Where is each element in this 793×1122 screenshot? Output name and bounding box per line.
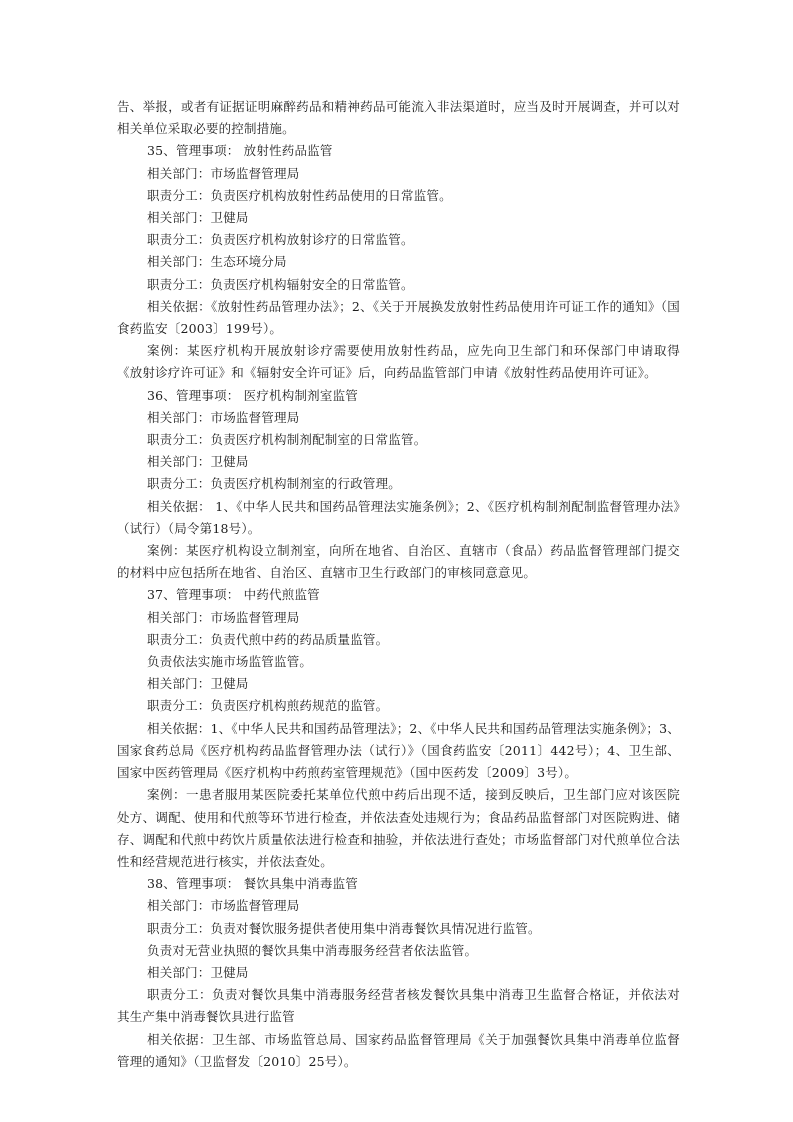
- item-35-duty-3: 职责分工：负责医疗机构辐射安全的日常监管。: [147, 276, 414, 292]
- item-36-basis: 相关依据： 1、《中华人民共和国药品管理法实施条例》；2、《医疗机构制剂配制监督管理办法》（试行）（局令第18号）。: [117, 498, 680, 536]
- item-36-dept-2: 相关部门：卫健局: [147, 454, 249, 470]
- item-35-case: 案例：某医疗机构开展放射诊疗需要使用放射性药品，应先向卫生部门和环保部门申请取得《放射诊疗许可证》和《辐射安全许可证》后，向药品监管部门申请《放射性药品使用许可证》。: [117, 343, 680, 381]
- item-35-heading: 35、管理事项： 放射性药品监管: [147, 143, 333, 159]
- paragraph-intro-continued: 告、举报，或者有证据证明麻醉药品和精神药品可能流入非法渠道时，应当及时开展调查，并可以对相关单位采取必要的控制措施。: [117, 99, 680, 137]
- item-38-duty-1: 职责分工：负责对餐饮服务提供者使用集中消毒餐饮具情况进行监管。: [147, 920, 541, 936]
- item-36-duty-2: 职责分工：负责医疗机构制剂室的行政管理。: [147, 476, 402, 492]
- item-38-duty-1b: 负责对无营业执照的餐饮具集中消毒服务经营者依法监管。: [147, 942, 478, 958]
- item-37-basis: 相关依据：1、《中华人民共和国药品管理法》；2、《中华人民共和国药品管理法实施条例》；3、国家食药总局《医疗机构药品监督管理办法（试行）》（国食药监安〔2011〕442号）；4、卫生部、国家中医药管理局《医疗机构中药煎药室管理规范》（国中医药发〔2009〕3号）。: [117, 720, 680, 781]
- item-38-dept-2: 相关部门：卫健局: [147, 964, 249, 980]
- item-38-basis: 相关依据：卫生部、市场监管总局、国家药品监督管理局《关于加强餐饮具集中消毒单位监督管理的通知》（卫监督发〔2010〕25号）。: [117, 1031, 680, 1069]
- item-37-case: 案例：一患者服用某医院委托某单位代煎中药后出现不适，接到反映后，卫生部门应对该医院处方、调配、使用和代煎等环节进行检查，并依法查处违规行为；食品药品监督部门对医院购进、储存、调配和代煎中药饮片质量依法进行检查和抽验，并依法进行查处；市场监督部门对代煎单位合法性和经营规范进行核实，并依法查处。: [117, 787, 680, 869]
- item-38-dept-1: 相关部门：市场监督管理局: [147, 898, 300, 914]
- item-35-duty-1: 职责分工：负责医疗机构放射性药品使用的日常监管。: [147, 187, 452, 203]
- item-35-dept-1: 相关部门：市场监督管理局: [147, 165, 300, 181]
- item-36-case: 案例：某医疗机构设立制剂室，向所在地省、自治区、直辖市（食品）药品监督管理部门提交的材料中应包括所在地省、自治区、直辖市卫生行政部门的审核同意意见。: [117, 543, 680, 581]
- item-35-basis: 相关依据：《放射性药品管理办法》；2、《关于开展换发放射性药品使用许可证工作的通知》（国食药监安〔2003〕199号）。: [117, 298, 680, 337]
- item-36-heading: 36、管理事项： 医疗机构制剂室监管: [147, 387, 358, 403]
- item-38-duty-2: 职责分工：负责对餐饮具集中消毒服务经营者核发餐饮具集中消毒卫生监督合格证，并依法对其生产集中消毒餐饮具进行监管: [117, 987, 680, 1025]
- item-35-duty-2: 职责分工：负责医疗机构放射诊疗的日常监管。: [147, 232, 414, 248]
- item-37-heading: 37、管理事项： 中药代煎监管: [147, 587, 320, 603]
- item-37-duty-1: 职责分工：负责代煎中药的药品质量监管。: [147, 631, 389, 647]
- item-35-dept-3: 相关部门：生态环境分局: [147, 254, 287, 270]
- item-37-dept-1: 相关部门：市场监督管理局: [147, 609, 300, 625]
- item-37-dept-2: 相关部门：卫健局: [147, 676, 249, 692]
- item-38-heading: 38、管理事项： 餐饮具集中消毒监管: [147, 876, 358, 892]
- item-35-dept-2: 相关部门：卫健局: [147, 210, 249, 226]
- item-36-dept-1: 相关部门：市场监督管理局: [147, 409, 300, 425]
- item-37-duty-2: 职责分工：负责医疗机构煎药规范的监管。: [147, 698, 389, 714]
- item-37-duty-1b: 负责依法实施市场监管监管。: [147, 654, 313, 670]
- document-page: [117, 96, 680, 1073]
- item-36-duty-1: 职责分工：负责医疗机构制剂配制室的日常监管。: [147, 432, 427, 448]
